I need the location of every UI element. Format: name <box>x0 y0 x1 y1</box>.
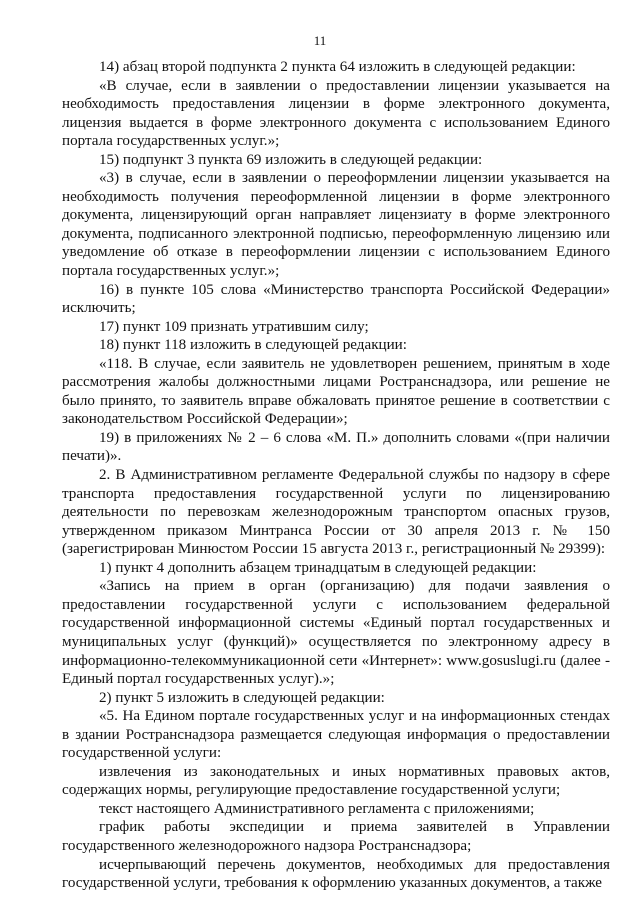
paragraph: 1) пункт 4 дополнить абзацем тринадцатым в следующей редакции: <box>99 559 537 576</box>
paragraph: 19) в приложениях № 2 – 6 слова «М. П.» дополнить словами «(при наличии печати)». <box>62 429 610 465</box>
paragraph: 17) пункт 109 признать утратившим силу; <box>99 318 369 335</box>
paragraph: 15) подпункт 3 пункта 69 изложить в следующей редакции: <box>99 151 483 168</box>
paragraph: «В случае, если в заявлении о предоставлении лицензии указывается на необходимость предоставления лицензии в форме электронного документа, лицензия выдается в форме электронного документа с использованием Единого портала государственных услуг.»; <box>62 77 610 150</box>
paragraph: 14) абзац второй подпункта 2 пункта 64 изложить в следующей редакции: <box>99 59 576 75</box>
paragraph: 18) пункт 118 изложить в следующей редакции: <box>99 337 407 354</box>
document-body <box>62 58 610 893</box>
paragraph: 2) пункт 5 изложить в следующей редакции: <box>99 689 385 706</box>
paragraph: «Запись на прием в орган (организацию) для подачи заявления о предоставлении государственной услуги с использованием федеральной государственной информационной системы «Единый портал государственных и муниципальных услуг (функций)» осуществляется по электронному адресу в информационно-телекоммуникационной сети «Интернет»: www.gosuslugi.ru (далее - Единый портал государственных услуг).»; <box>62 578 610 688</box>
paragraph: исчерпывающий перечень документов, необходимых для предоставления государственной услуги, требования к оформлению указанных документов, а также <box>62 856 610 892</box>
paragraph: «3) в случае, если в заявлении о переоформлении лицензии указывается на необходимость получения переоформленной лицензии в форме электронного документа, лицензирующий орган направляет лицензиату в форме электронного документа, подписанного электронной подписью, переоформленную лицензию или уведомление об отказе в переоформлении лицензии с использованием Единого портала государственных услуг.»; <box>62 170 610 280</box>
paragraph: «5. На Едином портале государственных услуг и на информационных стендах в здании Ространснадзора размещается следующая информация о предоставлении государственной услуги: <box>62 708 610 762</box>
paragraph: «118. В случае, если заявитель не удовлетворен решением, принятым в ходе рассмотрения жалобы должностными лицами Ространснадзора, или решение не было принято, то заявитель вправе обжаловать принятое решение в соответствии с законодательством Российской Федерации»; <box>62 355 610 428</box>
paragraph: извлечения из законодательных и иных нормативных правовых актов, содержащих нормы, регулирующие предоставление государственной услуги; <box>62 763 610 799</box>
page-number: 11 <box>313 33 327 48</box>
paragraph: текст настоящего Административного регламента с приложениями; <box>99 800 535 817</box>
paragraph: 2. В Административном регламенте Федеральной службы по надзору в сфере транспорта предоставления государственной услуги по лицензированию деятельности по перевозкам железнодорожным транспортом опасных грузов, утвержденном приказом Минтранса России от 30 апреля 2013 г. № 150 (зарегистрирован Минюстом России 15 августа 2013 г., регистрационный № 29399): <box>62 467 610 558</box>
paragraph: график работы экспедиции и приема заявителей в Управлении государственного железнодорожного надзора Ространснадзора; <box>62 819 610 854</box>
paragraph: 16) в пункте 105 слова «Министерство транспорта Российской Федерации» исключить; <box>62 281 610 317</box>
